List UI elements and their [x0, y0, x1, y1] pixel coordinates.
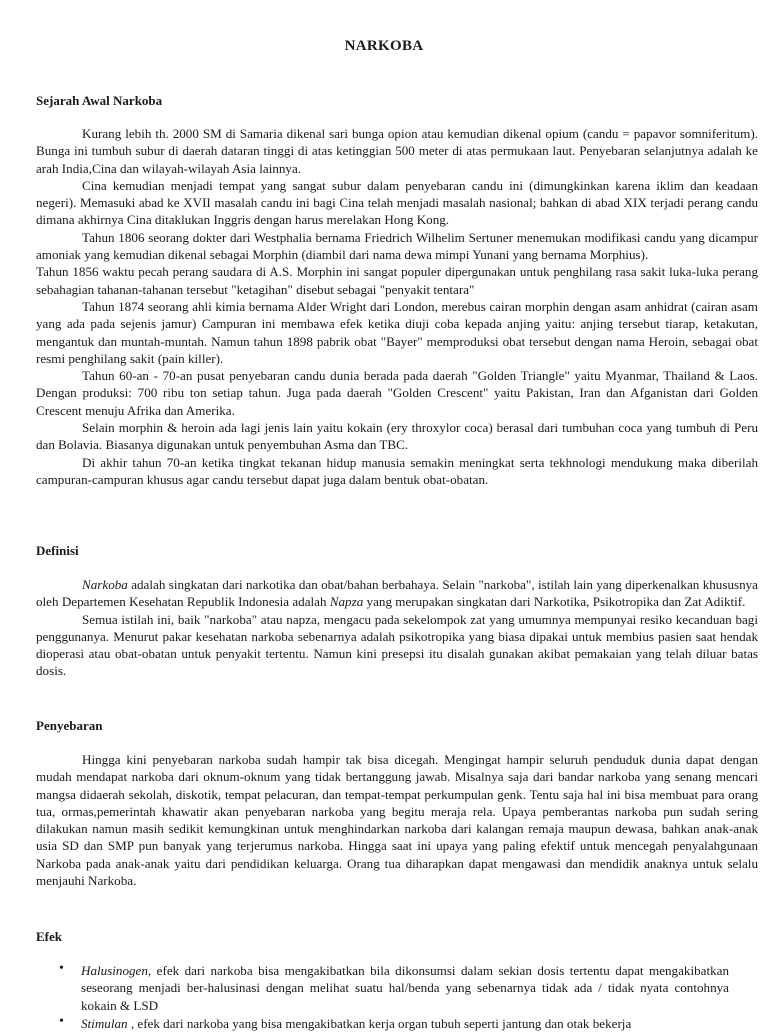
paragraph: Hingga kini penyebaran narkoba sudah hampir tak bisa dicegah. Mengingat hampir seluruh penduduk dunia dapat dengan mudah mendapat narkoba dari oknum-oknum yang tidak bertanggung jawab. Misalnya saja dari bandar narkoba yang senang mencari mangsa didaerah sekolah, diskotik, tempat pelacuran, dan tempat-tempat perkumpulan genk. Tentu saja hal ini bisa membuat para orang tua, ormas,pemerintah khawatir akan penyebaran narkoba yang begitu meraja rela. Upaya pemberantas narkoba pun sudah sering dilakukan namun masih sedikit kemungkinan untuk menghindarkan narkoba dari kalangan remaja maupun dewasa, bahkan anak-anak usia SD dan SMP pun banyak yang terjerumus narkoba. Hingga saat ini upaya yang paling efektif untuk mencegah penyalahgunaan Narkoba pada anak-anak yaitu dari pendidikan keluarga. Orang tua diharapkan dapat mengawasi dan mendidik anaknya untuk selalu menjauhi Narkoba. — [36, 752, 758, 889]
bullet-icon: • — [59, 961, 64, 976]
paragraph-text: yang merupakan singkatan dari Narkotika, Psikotropika dan Zat Adiktif. — [363, 594, 746, 610]
section-heading-penyebaran: Penyebaran — [36, 718, 103, 733]
paragraph: Tahun 1856 waktu pecah perang saudara di A.S. Morphin ini sangat populer dipergunakan untuk penghilang rasa sakit luka-luka perang sebahagian tahanan-tahanan tersebut "ketagihan" disebut sebagai "penyakit tentara" — [36, 264, 758, 297]
paragraph-text: adalah singkatan dari narkotika dan obat/bahan berbahaya. Selain "narkoba", istilah lain yang diperkenalkan khususnya oleh Departemen Kesehatan Republik Indonesia adalah — [36, 577, 758, 610]
list-item-body: , efek dari narkoba yang bisa mengakibatkan kerja organ tubuh seperti jantung dan otak bekerja — [127, 1016, 632, 1031]
list-item-body: , efek dari narkoba bisa mengakibatkan bila dikonsumsi dalam sekian dosis tertentu dapat mengakibatkan seseorang menjadi ber-halusinasi dengan melihat suatu hal/benda yang sebenarnya tidak ada / tidak nyata contohnya kokain & LSD — [81, 963, 729, 1013]
paragraph: Di akhir tahun 70-an ketika tingkat tekanan hidup manusia semakin meningkat serta tekhnologi mendukung maka diberilah campuran-campuran khusus agar candu tersebut dapat juga dalam bentuk obat-obatan. — [36, 454, 758, 487]
paragraph — [36, 576, 758, 611]
term-stimulan: Stimulan — [81, 1016, 128, 1031]
paragraph: Selain morphin & heroin ada lagi jenis lain yaitu kokain (ery throxylor coca) berasal dari tumbuhan coca yang tumbuh di Peru dan Bolavia. Biasanya digunakan untuk penyembuhan Asma dan TBC. — [36, 420, 758, 453]
paragraph: Kurang lebih th. 2000 SM di Samaria dikenal sari bunga opion atau kemudian dikenal opium (candu = papavor somniferitum). Bunga ini tumbuh subur di daerah dataran tinggi di atas ketinggian 500 meter di atas permukaan laut. Penyebaran selanjutnya adalah ke arah India,Cina dan wilayah-wilayah Asia lainnya. — [36, 126, 758, 176]
bullet-icon: • — [59, 1014, 64, 1029]
term-napza: Napza — [329, 594, 364, 610]
list-item — [81, 962, 729, 1014]
section-body-definisi — [36, 576, 758, 680]
paragraph: Tahun 1874 seorang ahli kimia bernama Alder Wright dari London, merebus cairan morphin dengan asam anhidrat (cairan asam yang ada pada sejenis jamur) Campuran ini membawa efek ketika diuji coba kepada anjing yaitu: anjing tersebut tiarap, ketakutan, mengantuk dan muntah-muntah. Namun tahun 1898 pabrik obat "Bayer" memproduksi obat tersebut dengan nama Heroin, sebagai obat resmi penghilang sakit (pain killer). — [36, 298, 758, 366]
paragraph: Tahun 1806 seorang dokter dari Westphalia bernama Friedrich Wilhelim Sertuner menemukan modifikasi candu yang dicampur amoniak yang kemudian dikenal sebagai Morphin (diambil dari nama dewa mimpi Yunani yang bernama Morphius). — [36, 229, 758, 263]
list-item-text — [81, 962, 729, 1014]
term-narkoba: Narkoba — [82, 577, 128, 592]
paragraph: Semua istilah ini, baik "narkoba" atau napza, mengacu pada sekelompok zat yang umumnya mempunyai resiko kecanduan bagi penggunanya. Menurut pakar kesehatan narkoba sebenarnya adalah psikotropika yang biasa dipakai untuk membius pasien saat hendak dioperasi atau obat-obatan untuk penyakit tertentu. Namun kini presepsi itu disalah gunakan akibat pemakaian yang telah diluar batas dosis. — [36, 611, 758, 679]
term-halusinogen: Halusinogen — [81, 963, 148, 978]
section-heading-definisi: Definisi — [36, 543, 79, 558]
document-title: NARKOBA — [344, 38, 424, 54]
section-body-sejarah — [36, 125, 758, 488]
paragraph: Tahun 60-an - 70-an pusat penyebaran candu dunia berada pada daerah "Golden Triangle" yaitu Myanmar, Thailand & Laos. Dengan produksi: 700 ribu ton setiap tahun. Juga pada daerah "Golden Crescent" yaitu Pakistan, Iran dan Afganistan dari Golden Crescent menuju Afrika dan Amerika. — [36, 368, 758, 418]
section-heading-efek: Efek — [36, 929, 62, 944]
section-heading-sejarah: Sejarah Awal Narkoba — [36, 93, 163, 108]
paragraph: Cina kemudian menjadi tempat yang sangat subur dalam penyebaran candu ini (dimungkinkan karena iklim dan keadaan negeri). Memasuki abad ke XVII masalah candu ini bagi Cina telah menjadi masalah nasional; bahkan di abad XIX terjadi perang candu dimana akhirnya Cina ditaklukan Inggris dengan harus merelakan Hong Kong. — [36, 177, 758, 228]
section-body-penyebaran — [36, 751, 758, 889]
